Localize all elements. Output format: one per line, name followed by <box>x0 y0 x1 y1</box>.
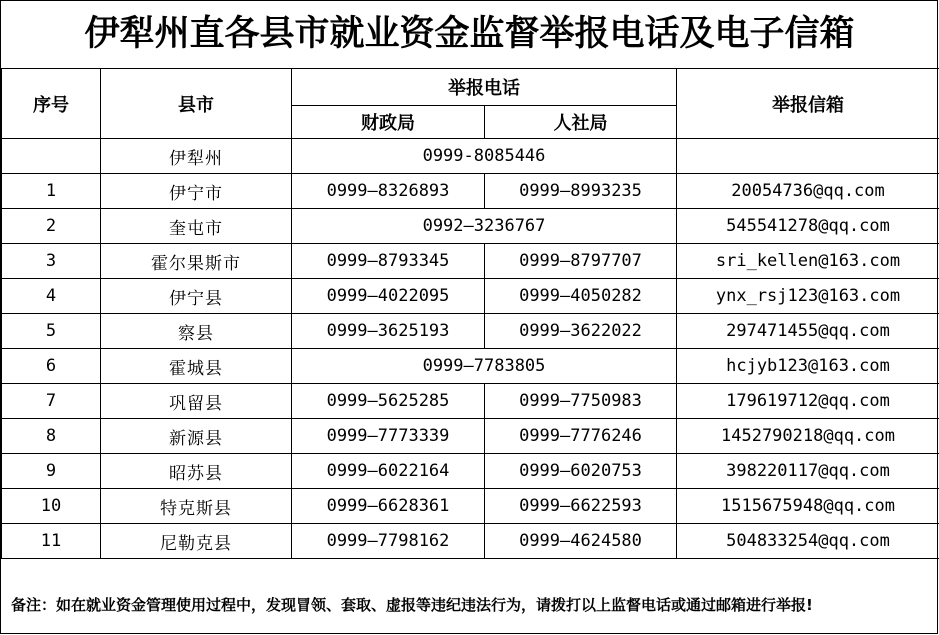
page-title: 伊犁州直各县市就业资金监督举报电话及电子信箱 <box>84 13 855 54</box>
finance-phone-cell: 0999—7798162 <box>292 524 485 559</box>
table-row <box>2 454 939 489</box>
finance-phone-cell: 0999—8326893 <box>292 174 485 209</box>
seq-cell: 9 <box>2 454 101 489</box>
finance-phone-cell: 0999—6022164 <box>292 454 485 489</box>
email-cell: 398220117@qq.com <box>677 454 939 489</box>
table-row <box>2 139 939 174</box>
finance-phone-cell: 0999—8793345 <box>292 244 485 279</box>
header-county: 县市 <box>101 69 292 139</box>
header-row-1 <box>2 69 939 106</box>
seq-cell: 1 <box>2 174 101 209</box>
county-cell: 伊宁县 <box>101 279 292 314</box>
hr-phone-cell: 0999—8993235 <box>485 174 677 209</box>
phone-cell: 0999-8085446 <box>292 139 677 174</box>
seq-cell: 2 <box>2 209 101 244</box>
phone-cell: 0999—7783805 <box>292 349 677 384</box>
hr-phone-cell: 0999—4050282 <box>485 279 677 314</box>
email-cell <box>677 139 939 174</box>
email-cell: sri_kellen@163.com <box>677 244 939 279</box>
table-row <box>2 314 939 349</box>
county-cell: 昭苏县 <box>101 454 292 489</box>
hr-phone-cell: 0999—4624580 <box>485 524 677 559</box>
county-cell: 新源县 <box>101 419 292 454</box>
seq-cell: 4 <box>2 279 101 314</box>
table-row <box>2 174 939 209</box>
hr-phone-cell: 0999—8797707 <box>485 244 677 279</box>
email-cell: ynx_rsj123@163.com <box>677 279 939 314</box>
county-cell: 察县 <box>101 314 292 349</box>
table-row <box>2 279 939 314</box>
table-row <box>2 419 939 454</box>
seq-cell: 7 <box>2 384 101 419</box>
finance-phone-cell: 0999—6628361 <box>292 489 485 524</box>
email-cell: 1452790218@qq.com <box>677 419 939 454</box>
header-email: 举报信箱 <box>677 69 939 139</box>
hr-phone-cell: 0999—7750983 <box>485 384 677 419</box>
footnote: 备注：如在就业资金管理使用过程中，发现冒领、套取、虚报等违纪违法行为，请拨打以上监督电话或通过邮箱进行举报! <box>11 596 813 614</box>
email-cell: 1515675948@qq.com <box>677 489 939 524</box>
hr-phone-cell: 0999—7776246 <box>485 419 677 454</box>
finance-phone-cell: 0999—4022095 <box>292 279 485 314</box>
county-cell: 奎屯市 <box>101 209 292 244</box>
email-cell: 20054736@qq.com <box>677 174 939 209</box>
table-row <box>2 209 939 244</box>
email-cell: 504833254@qq.com <box>677 524 939 559</box>
table-row <box>2 489 939 524</box>
table-row <box>2 384 939 419</box>
seq-cell <box>2 139 101 174</box>
county-cell: 霍城县 <box>101 349 292 384</box>
hr-phone-cell: 0999—3622022 <box>485 314 677 349</box>
seq-cell: 8 <box>2 419 101 454</box>
header-hr: 人社局 <box>485 106 677 139</box>
email-cell: 179619712@qq.com <box>677 384 939 419</box>
report-table <box>1 68 939 559</box>
county-cell: 伊宁市 <box>101 174 292 209</box>
hr-phone-cell: 0999—6622593 <box>485 489 677 524</box>
seq-cell: 3 <box>2 244 101 279</box>
finance-phone-cell: 0999—3625193 <box>292 314 485 349</box>
seq-cell: 11 <box>2 524 101 559</box>
email-cell: hcjyb123@163.com <box>677 349 939 384</box>
header-phone-group: 举报电话 <box>292 69 677 106</box>
finance-phone-cell: 0999—5625285 <box>292 384 485 419</box>
email-cell: 297471455@qq.com <box>677 314 939 349</box>
county-cell: 特克斯县 <box>101 489 292 524</box>
seq-cell: 6 <box>2 349 101 384</box>
hr-phone-cell: 0999—6020753 <box>485 454 677 489</box>
header-seq: 序号 <box>2 69 101 139</box>
finance-phone-cell: 0999—7773339 <box>292 419 485 454</box>
table-row <box>2 524 939 559</box>
email-cell: 545541278@qq.com <box>677 209 939 244</box>
county-cell: 霍尔果斯市 <box>101 244 292 279</box>
phone-cell: 0992—3236767 <box>292 209 677 244</box>
seq-cell: 10 <box>2 489 101 524</box>
county-cell: 巩留县 <box>101 384 292 419</box>
seq-cell: 5 <box>2 314 101 349</box>
county-cell: 伊犁州 <box>101 139 292 174</box>
county-cell: 尼勒克县 <box>101 524 292 559</box>
table-row <box>2 244 939 279</box>
table-row <box>2 349 939 384</box>
header-finance: 财政局 <box>292 106 485 139</box>
